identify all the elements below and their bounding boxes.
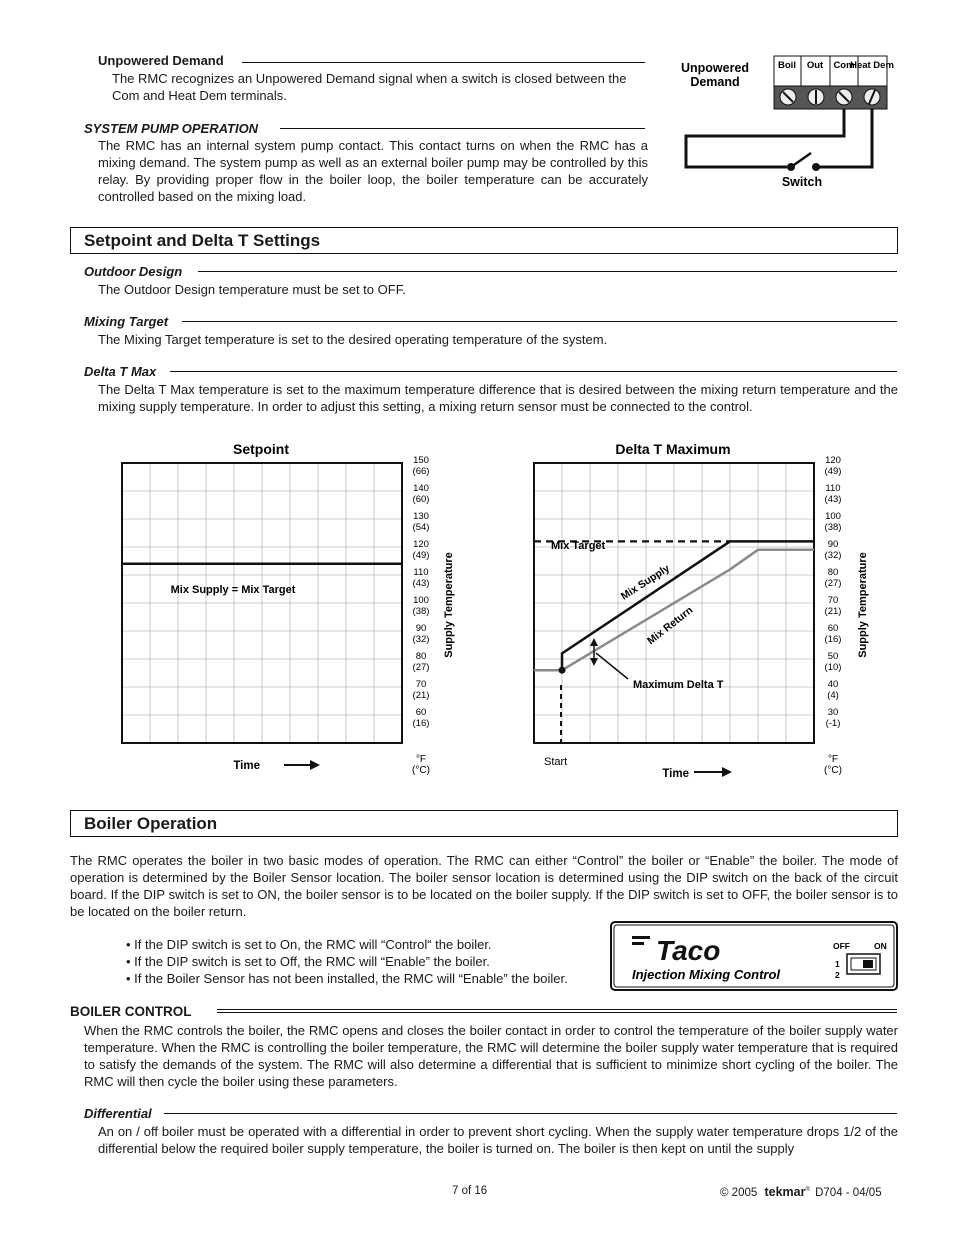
copyright: © 2005 xyxy=(720,1187,758,1199)
wiring-label-2: Demand xyxy=(690,75,740,89)
boiler-control-heading: BOILER CONTROL xyxy=(70,1004,192,1019)
y-tick-label-f: 60 xyxy=(415,707,427,718)
mix-target-label: Mix Target xyxy=(551,540,606,552)
section-title-box xyxy=(70,810,898,837)
delta-t-max-body: The Delta T Max temperature is set to the maximum temperature difference that is desired between the mixing return temperature and the mixing supply temperature. In order to adjust this setting, a mixing return sensor must be connected to the control. xyxy=(98,382,898,414)
maximum-delta-t-label: Maximum Delta T xyxy=(633,679,724,691)
chart-grid xyxy=(122,463,402,743)
x-axis-label: Time xyxy=(233,760,260,772)
heading-rule xyxy=(170,371,897,372)
x-axis-arrow xyxy=(284,760,320,770)
y-tick-labels xyxy=(825,455,842,729)
max-delta-t-arrow xyxy=(590,638,628,679)
series-start-point xyxy=(559,667,566,674)
heading-rule xyxy=(242,62,645,63)
switch-label: Switch xyxy=(781,175,823,189)
unit-c: (°C) xyxy=(824,765,842,776)
y-tick-label-c: (21) xyxy=(824,606,842,617)
y-tick-label-c: (21) xyxy=(412,690,430,701)
mixing-target-heading: Mixing Target xyxy=(84,314,169,329)
y-tick-label-f: 70 xyxy=(415,679,427,690)
y-tick-label-c: (43) xyxy=(824,494,842,505)
y-tick-label-c: (54) xyxy=(412,522,430,533)
dip-row-1: 1 xyxy=(835,959,840,969)
x-axis-label: Time xyxy=(662,768,689,780)
y-tick-label-c: (38) xyxy=(824,522,842,533)
y-tick-label-f: 140 xyxy=(413,483,429,494)
unit-f: °F xyxy=(415,754,427,765)
tekmar-logo: tekmar xyxy=(764,1185,806,1199)
y-tick-label-c: (27) xyxy=(412,662,430,673)
mix-return-label: Mix Return xyxy=(645,604,696,648)
section-title-box xyxy=(70,227,898,254)
y-tick-label-c: (32) xyxy=(412,634,430,645)
y-tick-labels xyxy=(413,455,430,729)
footer-copyright-block: © 2005 tekmar® D704 - 04/05 xyxy=(720,1185,882,1199)
y-tick-label-f: 80 xyxy=(827,567,839,578)
unpowered-demand-heading: Unpowered Demand xyxy=(98,53,224,68)
y-tick-label-f: 30 xyxy=(827,707,839,718)
outdoor-design-body: The Outdoor Design temperature must be set to OFF. xyxy=(98,282,406,297)
y-tick-label-f: 120 xyxy=(825,455,841,466)
y-tick-label-c: (49) xyxy=(824,466,842,477)
y-axis-label: Supply Temperature xyxy=(857,552,869,658)
y-tick-label-f: 110 xyxy=(413,567,429,578)
unit-f: °F xyxy=(827,754,839,765)
y-tick-label-c: (43) xyxy=(412,578,430,589)
terminal-label-heat-dem: Heat Dem xyxy=(850,60,894,71)
unpowered-demand-body: The RMC recognizes an Unpowered Demand signal when a switch is closed between the Com and Heat Dem terminals. xyxy=(112,71,627,103)
switch-lever xyxy=(791,153,811,167)
y-tick-label-f: 130 xyxy=(413,511,429,522)
y-tick-label-c: (10) xyxy=(824,662,842,673)
delta-t-maximum-chart xyxy=(502,435,882,785)
unit-c: (°C) xyxy=(412,765,430,776)
y-tick-label-f: 90 xyxy=(827,539,839,550)
y-tick-label-c: (38) xyxy=(412,606,430,617)
outdoor-design-heading: Outdoor Design xyxy=(84,264,183,279)
dip-row-2: 2 xyxy=(835,970,840,980)
terminal-label-out: Out xyxy=(806,60,824,71)
y-tick-label-f: 50 xyxy=(827,651,839,662)
heading-rule xyxy=(217,1009,897,1013)
boiler-section-title: Boiler Operation xyxy=(84,814,218,833)
y-tick-label-f: 100 xyxy=(413,595,429,606)
setpoint-chart xyxy=(90,435,460,785)
terminal-label-boil: Boil xyxy=(778,60,796,71)
x-axis-arrow xyxy=(694,767,732,777)
list-item: • If the Boiler Sensor has not been installed, the RMC will “Enable” the boiler. xyxy=(126,971,568,986)
differential-heading: Differential xyxy=(84,1106,152,1121)
series-label-mix-supply-target: Mix Supply = Mix Target xyxy=(170,584,296,596)
chart-title: Delta T Maximum xyxy=(615,441,731,457)
mix-supply-label: Mix Supply xyxy=(618,562,672,603)
y-tick-label-f: 100 xyxy=(825,511,841,522)
y-tick-label-f: 80 xyxy=(415,651,427,662)
document-code: D704 - 04/05 xyxy=(815,1187,882,1199)
unpowered-demand-wiring-diagram xyxy=(655,54,895,194)
boiler-control-body: When the RMC controls the boiler, the RMC opens and closes the boiler contact in order to control the temperature of the boiler supply water temperature. When the RMC is controlling the boiler temperature, the RMC will determine the boiler supply water temperature that is required to satisfy the demands of the system. The RMC will also determine a differential that is sufficient to minimize short cycling of the boiler. The RMC will then cycle the boiler using these parameters. xyxy=(84,1023,898,1089)
y-tick-label-f: 40 xyxy=(827,679,839,690)
y-axis-label: Supply Temperature xyxy=(443,552,455,658)
y-tick-label-c: (16) xyxy=(824,634,842,645)
heading-rule xyxy=(182,321,897,322)
terminal-label-com: Com xyxy=(833,60,855,71)
mixing-target-body: The Mixing Target temperature is set to the desired operating temperature of the system. xyxy=(98,332,608,347)
system-pump-heading: SYSTEM PUMP OPERATION xyxy=(84,121,259,136)
page-number: 7 of 16 xyxy=(452,1185,488,1197)
y-tick-label-f: 60 xyxy=(827,623,839,634)
start-label: Start xyxy=(544,756,568,768)
taco-logo: Taco xyxy=(656,935,721,966)
boiler-intro: The RMC operates the boiler in two basic modes of operation. The RMC can either “Control” the boiler or “Enable” the boiler. The mode of operation is determined by the Boiler Sensor location. The boiler sensor location is determined using the DIP switch on the back of the circuit board. If the DIP switch is set to ON, the boiler sensor is to be located on the boiler supply. If the DIP switch is set to OFF, the boiler sensor is to be located on the boiler return. xyxy=(70,853,898,919)
y-tick-label-f: 70 xyxy=(827,595,839,606)
dip-switch-bullets xyxy=(126,936,606,987)
y-tick-label-c: (27) xyxy=(824,578,842,589)
y-tick-label-f: 110 xyxy=(825,483,841,494)
product-name: Injection Mixing Control xyxy=(632,967,781,982)
y-tick-label-f: 120 xyxy=(413,539,429,550)
system-pump-body: The RMC has an internal system pump contact. This contact turns on when the RMC has a mixing demand. The system pump as well as an external boiler pump may be controlled by this relay. By providing proper flow in the boiler loop, the boiler temperature can be accurately controlled based on the mixing load. xyxy=(98,138,648,204)
taco-control-panel xyxy=(610,921,898,991)
dip-on-label: ON xyxy=(874,941,887,951)
y-tick-label-c: (49) xyxy=(412,550,430,561)
dip-off-label: OFF xyxy=(833,941,850,951)
delta-t-max-heading: Delta T Max xyxy=(84,364,157,379)
list-item: • If the DIP switch is set to Off, the RMC will “Enable” the boiler. xyxy=(126,954,490,969)
heading-rule xyxy=(280,128,645,129)
setpoint-section-title: Setpoint and Delta T Settings xyxy=(84,231,321,250)
y-tick-label-c: (-1) xyxy=(825,718,841,729)
y-tick-label-f: 150 xyxy=(413,455,429,466)
list-item: • If the DIP switch is set to On, the RMC will “Control“ the boiler. xyxy=(126,937,492,952)
y-tick-label-f: 90 xyxy=(415,623,427,634)
y-tick-label-c: (60) xyxy=(412,494,430,505)
y-tick-label-c: (4) xyxy=(827,690,839,701)
chart-title: Setpoint xyxy=(233,441,289,457)
wiring-label-1: Unpowered xyxy=(680,61,750,75)
y-tick-label-c: (66) xyxy=(412,466,430,477)
y-tick-label-c: (16) xyxy=(412,718,430,729)
heading-rule xyxy=(164,1113,897,1114)
differential-body: An on / off boiler must be operated with a differential in order to prevent short cycling. When the supply water temperature drops 1/2 of the differential below the required boiler supply temperature, the boiler is turned on. The boiler is then kept on until the supply xyxy=(98,1124,898,1156)
heading-rule xyxy=(198,271,897,272)
y-tick-label-c: (32) xyxy=(824,550,842,561)
